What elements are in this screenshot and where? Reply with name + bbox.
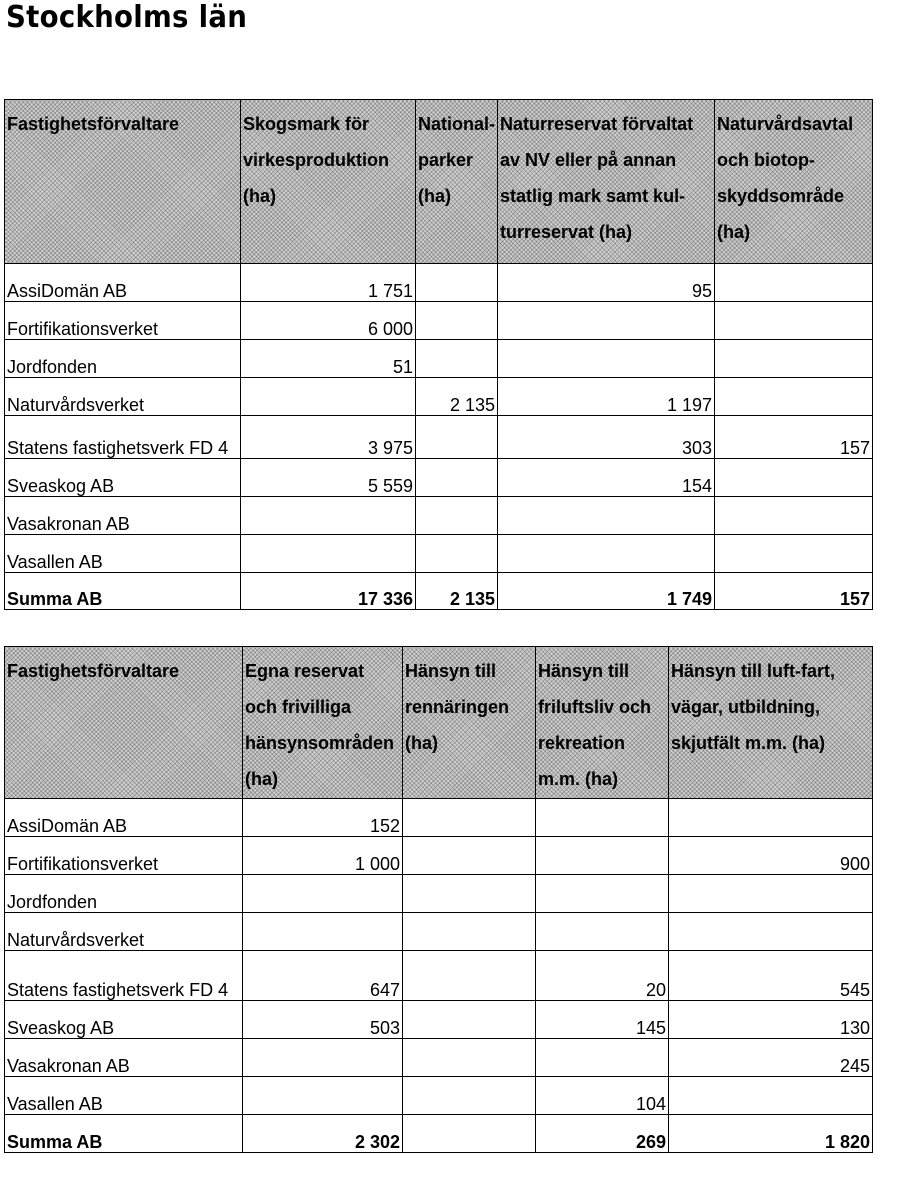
cell-value [536, 837, 669, 875]
column-header: Skogsmark för virkesproduktion (ha) [241, 100, 416, 264]
cell-value: 157 [715, 573, 873, 610]
cell-value [403, 1077, 536, 1115]
cell-value: 647 [243, 951, 403, 1001]
cell-value [403, 1001, 536, 1039]
cell-value [715, 535, 873, 573]
cell-value: 152 [243, 799, 403, 837]
cell-value [498, 302, 715, 340]
cell-value: 1 820 [669, 1115, 873, 1153]
cell-value [243, 1077, 403, 1115]
column-header: Fastighetsförvaltare [5, 647, 243, 799]
column-header: Hänsyn till friluftsliv och rekreation m.m. (ha) [536, 647, 669, 799]
row-label: Summa AB [5, 573, 241, 610]
sum-row [5, 1115, 873, 1153]
cell-value [416, 340, 498, 378]
cell-value [715, 378, 873, 416]
cell-value: 2 135 [416, 378, 498, 416]
row-label: Fortifikationsverket [5, 302, 241, 340]
table-forest-land [4, 99, 873, 610]
cell-value [241, 378, 416, 416]
row-label: Jordfonden [5, 875, 243, 913]
cell-value [416, 264, 498, 302]
cell-value: 154 [498, 459, 715, 497]
cell-value [403, 875, 536, 913]
row-label: Statens fastighetsverk FD 4 [5, 951, 243, 1001]
cell-value [416, 535, 498, 573]
row-label: Summa AB [5, 1115, 243, 1153]
column-header: Naturreservat förvaltat av NV eller på annan statlig mark samt kul-turreservat (ha) [498, 100, 715, 264]
cell-value [403, 837, 536, 875]
table-row [5, 340, 873, 378]
cell-value: 245 [669, 1039, 873, 1077]
cell-value [715, 302, 873, 340]
cell-value [536, 1039, 669, 1077]
cell-value [403, 1115, 536, 1153]
cell-value: 303 [498, 416, 715, 459]
row-label: Vasallen AB [5, 535, 241, 573]
cell-value [243, 875, 403, 913]
row-label: Sveaskog AB [5, 1001, 243, 1039]
cell-value [715, 497, 873, 535]
cell-value [241, 535, 416, 573]
cell-value [243, 913, 403, 951]
table-row [5, 416, 873, 459]
cell-value [241, 497, 416, 535]
column-header: Hänsyn till luft-fart, vägar, utbildning, skjutfält m.m. (ha) [669, 647, 873, 799]
row-label: Fortifikationsverket [5, 837, 243, 875]
cell-value: 17 336 [241, 573, 416, 610]
cell-value [498, 497, 715, 535]
cell-value [403, 799, 536, 837]
column-header: Egna reservat och frivilliga hänsynsområden (ha) [243, 647, 403, 799]
row-label: AssiDomän AB [5, 264, 241, 302]
cell-value: 5 559 [241, 459, 416, 497]
row-label: Naturvårdsverket [5, 378, 241, 416]
cell-value: 95 [498, 264, 715, 302]
cell-value [403, 1039, 536, 1077]
table-row [5, 264, 873, 302]
cell-value [498, 340, 715, 378]
table-row [5, 497, 873, 535]
cell-value: 51 [241, 340, 416, 378]
cell-value [536, 799, 669, 837]
column-header: Fastighetsförvaltare [5, 100, 241, 264]
table-row [5, 378, 873, 416]
cell-value [416, 459, 498, 497]
cell-value [536, 913, 669, 951]
row-label: Sveaskog AB [5, 459, 241, 497]
table-row [5, 875, 873, 913]
row-label: Vasakronan AB [5, 1039, 243, 1077]
table-row [5, 1077, 873, 1115]
sum-row [5, 573, 873, 610]
cell-value [416, 497, 498, 535]
cell-value: 20 [536, 951, 669, 1001]
table-row [5, 1039, 873, 1077]
table-row [5, 951, 873, 1001]
cell-value [669, 913, 873, 951]
cell-value: 503 [243, 1001, 403, 1039]
cell-value [416, 302, 498, 340]
column-header: Naturvårdsavtal och biotop-skyddsområde (ha) [715, 100, 873, 264]
cell-value [498, 535, 715, 573]
cell-value: 269 [536, 1115, 669, 1153]
cell-value [669, 1077, 873, 1115]
column-header: National-parker (ha) [416, 100, 498, 264]
cell-value: 2 135 [416, 573, 498, 610]
cell-value: 3 975 [241, 416, 416, 459]
table-row [5, 459, 873, 497]
cell-value [715, 340, 873, 378]
table-row [5, 913, 873, 951]
row-label: Vasallen AB [5, 1077, 243, 1115]
cell-value: 2 302 [243, 1115, 403, 1153]
row-label: Naturvårdsverket [5, 913, 243, 951]
cell-value [536, 875, 669, 913]
cell-value [715, 264, 873, 302]
cell-value: 545 [669, 951, 873, 1001]
table-considerations [4, 646, 873, 1153]
cell-value: 900 [669, 837, 873, 875]
cell-value: 130 [669, 1001, 873, 1039]
row-label: Statens fastighetsverk FD 4 [5, 416, 241, 459]
table-row [5, 837, 873, 875]
table-row [5, 535, 873, 573]
column-header: Hänsyn till rennäringen (ha) [403, 647, 536, 799]
cell-value [715, 459, 873, 497]
cell-value: 6 000 [241, 302, 416, 340]
cell-value: 145 [536, 1001, 669, 1039]
table-row [5, 302, 873, 340]
cell-value [403, 913, 536, 951]
cell-value: 1 000 [243, 837, 403, 875]
cell-value [403, 951, 536, 1001]
cell-value [669, 875, 873, 913]
cell-value [243, 1039, 403, 1077]
cell-value: 1 751 [241, 264, 416, 302]
row-label: AssiDomän AB [5, 799, 243, 837]
header-row [5, 100, 873, 264]
row-label: Jordfonden [5, 340, 241, 378]
row-label: Vasakronan AB [5, 497, 241, 535]
table-row [5, 1001, 873, 1039]
cell-value: 157 [715, 416, 873, 459]
page-title: Stockholms län [6, 0, 248, 35]
cell-value [416, 416, 498, 459]
cell-value: 104 [536, 1077, 669, 1115]
cell-value [669, 799, 873, 837]
header-row [5, 647, 873, 799]
cell-value: 1 197 [498, 378, 715, 416]
cell-value: 1 749 [498, 573, 715, 610]
table-row [5, 799, 873, 837]
